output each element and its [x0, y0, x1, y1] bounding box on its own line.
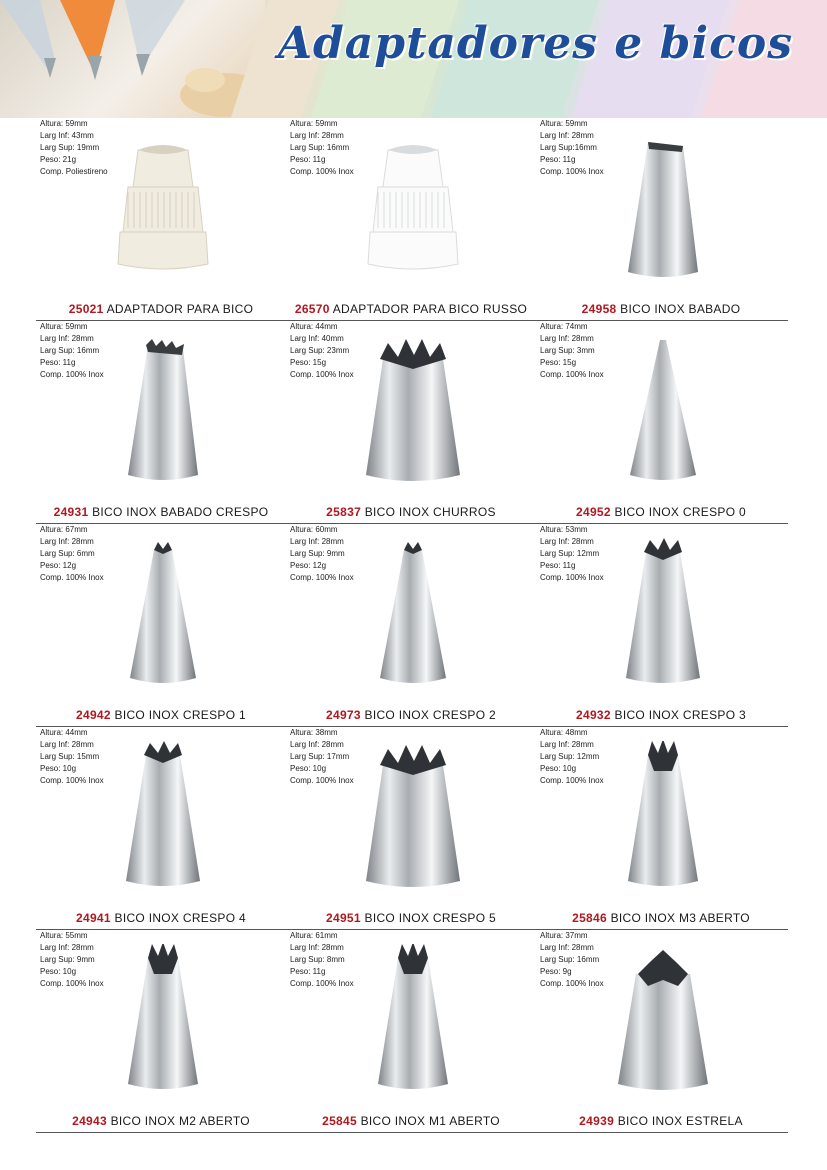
spec-line: Comp. 100% Inox: [290, 776, 354, 785]
product-caption: [286, 911, 536, 925]
product-image-adapter-cream: [108, 132, 218, 287]
product-caption: [36, 911, 286, 925]
product-caption: [286, 505, 536, 519]
product-row: [36, 118, 788, 321]
spec-line: Larg Sup: 3mm: [540, 346, 595, 355]
product-specs: [540, 321, 604, 381]
product-name: BICO INOX M3 ABERTO: [610, 911, 750, 925]
spec-line: Altura: 74mm: [540, 322, 588, 331]
spec-line: Larg Inf: 28mm: [290, 131, 344, 140]
spec-line: Peso: 11g: [540, 155, 576, 164]
product-image-mid-star: [108, 741, 218, 896]
product-image-open-star: [108, 944, 218, 1099]
product-name: BICO INOX CRESPO 1: [114, 708, 246, 722]
spec-line: Altura: 55mm: [40, 931, 88, 940]
product-code: 24958: [581, 302, 617, 316]
spec-line: Peso: 11g: [540, 561, 576, 570]
product-image-wide-star: [358, 741, 468, 896]
product-name: BICO INOX CRESPO 2: [364, 708, 496, 722]
spec-line: Larg Sup: 17mm: [290, 752, 350, 761]
spec-line: Comp. 100% Inox: [290, 167, 354, 176]
spec-line: Altura: 59mm: [290, 119, 338, 128]
product-card: [286, 524, 536, 726]
product-code: 24973: [326, 708, 361, 722]
product-card: [286, 118, 536, 320]
product-card: [536, 524, 786, 726]
product-name: BICO INOX M1 ABERTO: [360, 1114, 500, 1128]
product-card: [286, 321, 536, 523]
product-image-thin-star: [358, 538, 468, 693]
product-card: [536, 321, 786, 523]
spec-line: Altura: 53mm: [540, 525, 588, 534]
spec-line: Larg Inf: 28mm: [540, 334, 594, 343]
product-name: BICO INOX CRESPO 3: [614, 708, 746, 722]
product-name: ADAPTADOR PARA BICO RUSSO: [332, 302, 528, 316]
spec-line: Altura: 59mm: [540, 119, 588, 128]
product-row: [36, 524, 788, 727]
product-row: [36, 321, 788, 524]
product-specs: [40, 321, 104, 381]
product-caption: [536, 708, 786, 722]
spec-line: Larg Sup: 19mm: [40, 143, 100, 152]
product-specs: [290, 524, 354, 584]
spec-line: Comp. 100% Inox: [40, 370, 104, 379]
product-code: 26570: [294, 302, 330, 316]
product-caption: [286, 1114, 536, 1128]
product-card: [536, 727, 786, 929]
product-specs: [540, 118, 604, 178]
spec-line: Peso: 15g: [540, 358, 577, 367]
spec-line: Larg Sup: 9mm: [40, 955, 95, 964]
product-card: [286, 727, 536, 929]
product-caption: [536, 911, 786, 925]
product-code: 24952: [576, 505, 611, 519]
product-name: BICO INOX BABADO CRESPO: [92, 505, 269, 519]
spec-line: Larg Sup:16mm: [540, 143, 597, 152]
product-caption: [536, 1114, 786, 1128]
spec-line: Peso: 10g: [290, 764, 327, 773]
product-specs: [540, 930, 604, 990]
spec-line: Larg Inf: 28mm: [290, 943, 344, 952]
spec-line: Peso: 10g: [40, 967, 77, 976]
spec-line: Larg Sup: 15mm: [40, 752, 100, 761]
product-name: BICO INOX CRESPO 0: [614, 505, 746, 519]
product-card: [536, 118, 786, 320]
product-caption: [286, 708, 536, 722]
product-specs: [290, 118, 354, 178]
product-name: BICO INOX M2 ABERTO: [110, 1114, 250, 1128]
product-specs: [40, 118, 108, 178]
spec-line: Comp. 100% Inox: [40, 776, 104, 785]
product-caption: [536, 505, 786, 519]
product-specs: [290, 321, 354, 381]
spec-line: Larg Inf: 28mm: [40, 943, 94, 952]
product-card: [36, 727, 286, 929]
product-specs: [290, 727, 354, 787]
spec-line: Larg Sup: 9mm: [290, 549, 345, 558]
product-specs: [540, 727, 604, 787]
spec-line: Peso: 11g: [290, 967, 326, 976]
spec-line: Altura: 48mm: [540, 728, 588, 737]
spec-line: Larg Inf: 28mm: [290, 537, 344, 546]
spec-line: Peso: 11g: [40, 358, 76, 367]
product-card: [536, 930, 786, 1132]
product-card: [286, 930, 536, 1132]
spec-line: Comp. 100% Inox: [540, 573, 604, 582]
product-card: [36, 321, 286, 523]
product-name: BICO INOX CRESPO 4: [114, 911, 246, 925]
spec-line: Larg Sup: 12mm: [540, 549, 600, 558]
product-card: [36, 118, 286, 320]
product-code: 25021: [68, 302, 104, 316]
product-code: 24939: [579, 1114, 615, 1128]
product-name: BICO INOX CHURROS: [364, 505, 496, 519]
spec-line: Peso: 21g: [40, 155, 77, 164]
spec-line: Peso: 12g: [40, 561, 77, 570]
product-image-flat-crimp: [108, 335, 218, 490]
product-caption: [36, 302, 286, 316]
spec-line: Larg Sup: 12mm: [540, 752, 600, 761]
spec-line: Comp. Poliestireno: [40, 167, 108, 176]
product-code: 24942: [76, 708, 111, 722]
product-name: BICO INOX ESTRELA: [617, 1114, 743, 1128]
spec-line: Comp. 100% Inox: [540, 776, 604, 785]
product-code: 25845: [322, 1114, 357, 1128]
spec-line: Peso: 9g: [540, 967, 572, 976]
product-code: 25846: [572, 911, 607, 925]
spec-line: Larg Inf: 40mm: [290, 334, 344, 343]
product-name: ADAPTADOR PARA BICO: [106, 302, 254, 316]
header-banner: [0, 0, 827, 118]
spec-line: Comp. 100% Inox: [540, 979, 604, 988]
spec-line: Altura: 44mm: [40, 728, 88, 737]
product-name: BICO INOX CRESPO 5: [364, 911, 496, 925]
product-image-thin-star: [108, 538, 218, 693]
product-specs: [40, 727, 104, 787]
product-code: 24951: [326, 911, 361, 925]
product-specs: [540, 524, 604, 584]
spec-line: Larg Inf: 28mm: [40, 537, 94, 546]
spec-line: Larg Inf: 28mm: [40, 740, 94, 749]
spec-line: Larg Sup: 16mm: [40, 346, 100, 355]
product-image-open-star: [608, 741, 718, 896]
spec-line: Altura: 60mm: [290, 525, 338, 534]
spec-line: Altura: 44mm: [290, 322, 338, 331]
product-image-mid-star: [608, 538, 718, 693]
product-caption: [36, 708, 286, 722]
spec-line: Larg Inf: 28mm: [40, 334, 94, 343]
piping-bags-illustration: [0, 0, 265, 118]
spec-line: Comp. 100% Inox: [290, 370, 354, 379]
spec-line: Larg Inf: 28mm: [540, 131, 594, 140]
spec-line: Peso: 15g: [290, 358, 327, 367]
spec-line: Larg Inf: 28mm: [540, 537, 594, 546]
spec-line: Peso: 12g: [290, 561, 327, 570]
spec-line: Comp. 100% Inox: [40, 573, 104, 582]
product-image-adapter-white: [358, 132, 468, 287]
product-image-flat: [608, 132, 718, 287]
spec-line: Altura: 37mm: [540, 931, 588, 940]
spec-line: Larg Sup: 6mm: [40, 549, 95, 558]
product-specs: [40, 524, 104, 584]
spec-line: Altura: 61mm: [290, 931, 338, 940]
product-caption: [536, 302, 786, 316]
product-caption: [286, 302, 536, 316]
product-name: BICO INOX BABADO: [620, 302, 741, 316]
product-code: 25837: [326, 505, 362, 519]
product-code: 24932: [576, 708, 611, 722]
spec-line: Altura: 67mm: [40, 525, 88, 534]
spec-line: Larg Sup: 23mm: [290, 346, 350, 355]
spec-line: Larg Sup: 16mm: [290, 143, 350, 152]
spec-line: Comp. 100% Inox: [40, 979, 104, 988]
page-title: Adaptadores e bicos: [277, 18, 793, 69]
spec-line: Larg Sup: 8mm: [290, 955, 345, 964]
product-caption: [36, 505, 286, 519]
product-caption: [36, 1114, 286, 1128]
spec-line: Comp. 100% Inox: [540, 370, 604, 379]
spec-line: Larg Inf: 43mm: [40, 131, 94, 140]
spec-line: Altura: 59mm: [40, 322, 88, 331]
product-image-wide-star: [358, 335, 468, 490]
spec-line: Peso: 11g: [290, 155, 326, 164]
spec-line: Larg Sup: 16mm: [540, 955, 600, 964]
product-image-open-star: [358, 944, 468, 1099]
spec-line: Larg Inf: 28mm: [540, 740, 594, 749]
spec-line: Comp. 100% Inox: [290, 573, 354, 582]
product-image-needle: [608, 335, 718, 490]
product-image-star-closed: [608, 944, 718, 1099]
piping-bags-photo: [0, 0, 265, 118]
product-grid: [36, 118, 788, 1133]
product-card: [36, 930, 286, 1132]
product-code: 24943: [72, 1114, 107, 1128]
spec-line: Altura: 59mm: [40, 119, 88, 128]
product-code: 24941: [76, 911, 111, 925]
product-specs: [40, 930, 104, 990]
spec-line: Peso: 10g: [40, 764, 77, 773]
spec-line: Comp. 100% Inox: [290, 979, 354, 988]
product-code: 24931: [53, 505, 89, 519]
product-specs: [290, 930, 354, 990]
spec-line: Larg Inf: 28mm: [540, 943, 594, 952]
spec-line: Larg Inf: 28mm: [290, 740, 344, 749]
product-row: [36, 727, 788, 930]
product-card: [36, 524, 286, 726]
product-row: [36, 930, 788, 1133]
spec-line: Peso: 10g: [540, 764, 577, 773]
spec-line: Altura: 38mm: [290, 728, 338, 737]
spec-line: Comp. 100% Inox: [540, 167, 604, 176]
